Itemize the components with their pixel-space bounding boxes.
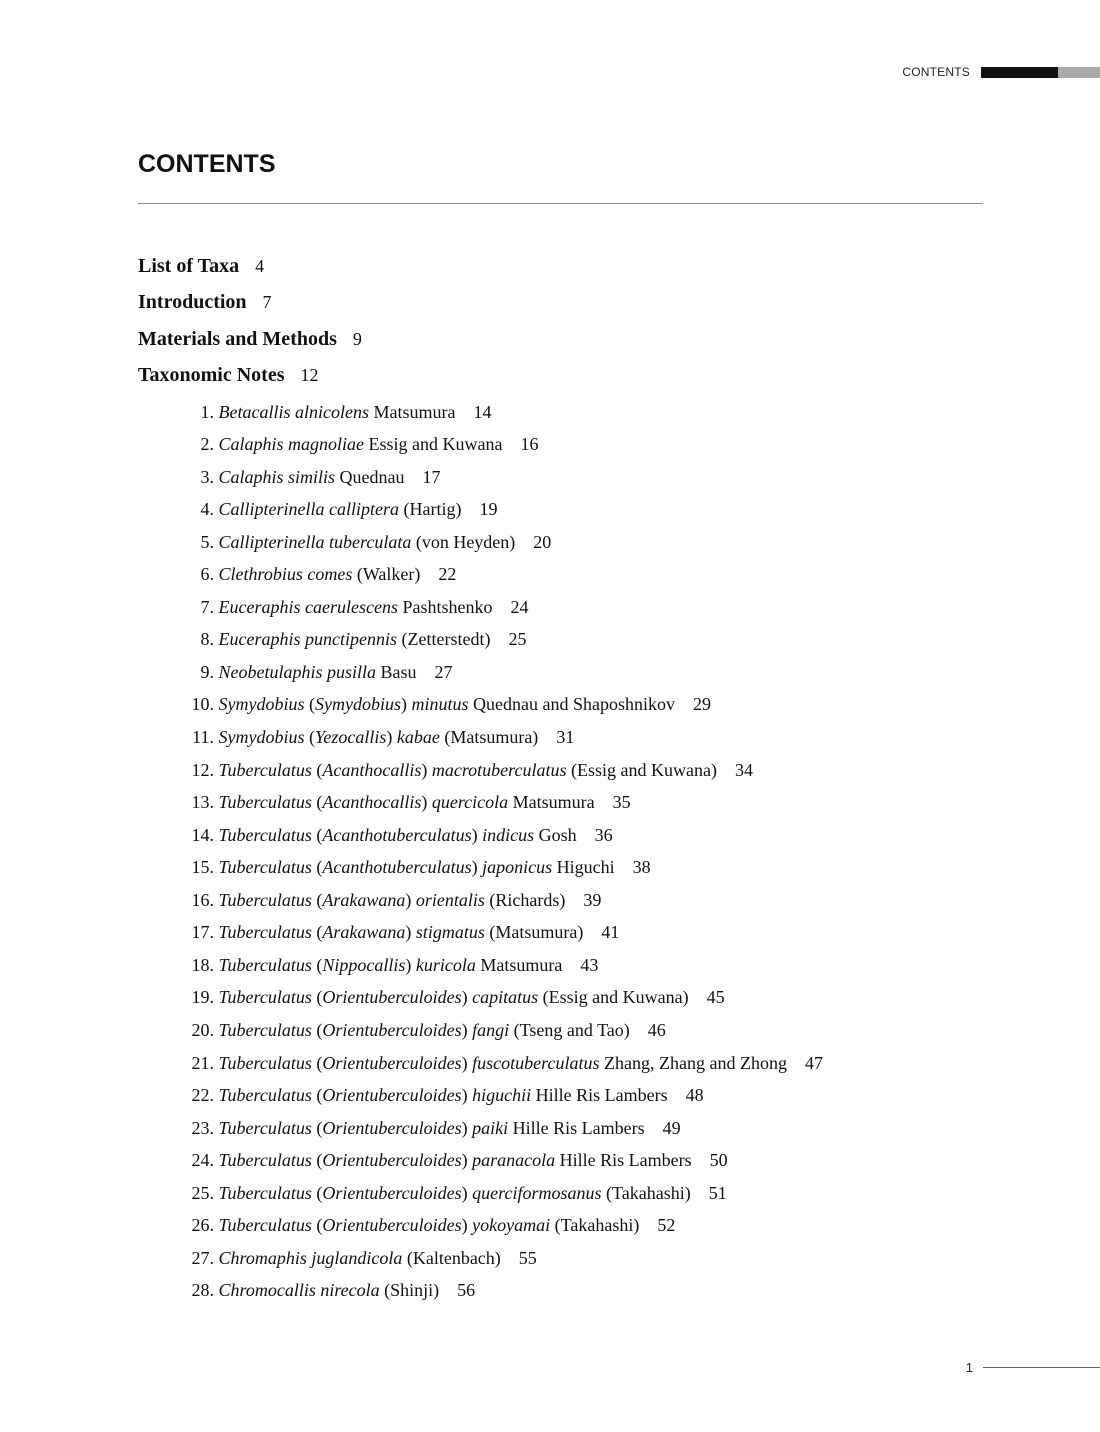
toc-entry-number: 23. <box>191 1117 214 1138</box>
taxon-name-italic: minutus <box>411 694 469 715</box>
taxon-name-italic: Betacallis alnicolens <box>218 401 369 422</box>
taxon-text: Matsumura <box>475 954 563 975</box>
toc-entry[interactable] <box>138 1116 998 1149</box>
taxon-text: ) <box>405 954 416 975</box>
toc-entry-taxon <box>219 1085 668 1105</box>
taxon-name-italic: Orientuberculoides <box>322 1019 462 1040</box>
taxon-name-italic: indicus <box>482 824 535 845</box>
toc-entry-number: 5. <box>200 531 214 552</box>
toc-entry-taxon <box>219 1020 630 1040</box>
taxon-text: ( <box>304 694 315 715</box>
taxon-name-italic: capitatus <box>472 987 539 1008</box>
toc-entry-taxon <box>219 792 595 812</box>
toc-entry[interactable] <box>138 432 998 465</box>
taxon-text: (von Heyden) <box>411 531 516 552</box>
taxon-name-italic: Tuberculatus <box>218 954 312 975</box>
taxon-text: ) <box>461 1182 473 1203</box>
taxon-name-italic: Arakawana <box>322 889 406 910</box>
running-header-label: CONTENTS <box>902 65 970 79</box>
taxon-text: Pashtshenko <box>397 596 493 617</box>
taxon-name-italic: Tuberculatus <box>218 922 312 943</box>
taxon-text: (Takahashi) <box>601 1182 691 1203</box>
toc-entry-page: 52 <box>657 1215 676 1236</box>
toc-entry-page: 17 <box>422 466 441 487</box>
toc-section[interactable] <box>138 253 998 289</box>
title-divider <box>138 203 983 204</box>
taxon-name-italic: kabae <box>396 727 440 748</box>
toc-section-title: List of Taxa <box>138 255 240 277</box>
taxon-text: ( <box>311 1052 323 1073</box>
taxon-text: ) <box>461 1215 473 1236</box>
taxon-text: (Kaltenbach) <box>402 1247 501 1268</box>
toc-entry-number: 7. <box>200 596 214 617</box>
running-header <box>902 65 1100 79</box>
toc-entry-taxon <box>219 1118 645 1138</box>
toc-entry[interactable] <box>138 1148 998 1181</box>
toc-entry[interactable] <box>138 692 998 725</box>
taxon-name-italic: Orientuberculoides <box>322 1215 462 1236</box>
toc-entry-page: 25 <box>508 629 527 650</box>
taxon-text: ( <box>311 1182 323 1203</box>
taxon-name-italic: kuricola <box>415 954 476 975</box>
taxon-text: Hille Ris Lambers <box>531 1085 668 1106</box>
toc-entry-number: 13. <box>191 792 214 813</box>
toc-entry-number: 20. <box>191 1019 214 1040</box>
taxon-text: ( <box>311 1019 323 1040</box>
taxon-name-italic: Euceraphis caerulescens <box>218 596 398 617</box>
toc-entry-taxon <box>219 1053 787 1073</box>
toc-entry-page: 47 <box>804 1052 823 1073</box>
toc-entry[interactable] <box>138 985 998 1018</box>
taxon-name-italic: Tuberculatus <box>218 1052 312 1073</box>
toc-entry[interactable] <box>138 1018 998 1051</box>
toc-entry-taxon <box>219 597 493 617</box>
page-footer <box>966 1360 1100 1375</box>
taxon-name-italic: Tuberculatus <box>218 857 312 878</box>
toc-entry[interactable] <box>138 1246 998 1279</box>
taxon-text: ) <box>471 857 483 878</box>
toc-entry-taxon <box>219 1215 640 1235</box>
toc-entry[interactable] <box>138 758 998 791</box>
taxon-name-italic: Tuberculatus <box>218 759 312 780</box>
table-of-contents <box>138 253 998 1311</box>
taxon-name-italic: Orientuberculoides <box>322 1085 462 1106</box>
toc-entry-number: 17. <box>191 922 214 943</box>
toc-entry-page: 49 <box>662 1117 681 1138</box>
taxon-text: ) <box>405 889 416 910</box>
taxon-name-italic: Tuberculatus <box>218 1150 312 1171</box>
taxon-text: Higuchi <box>552 857 615 878</box>
taxon-text: Basu <box>376 661 417 682</box>
taxon-name-italic: querciformosanus <box>472 1182 602 1203</box>
page-number: 1 <box>965 1360 973 1375</box>
toc-entry-taxon <box>219 857 615 877</box>
page-title: CONTENTS <box>138 150 276 178</box>
taxon-name-italic: Orientuberculoides <box>322 987 462 1008</box>
toc-entry-page: 27 <box>434 661 453 682</box>
toc-entry-page: 36 <box>594 824 613 845</box>
taxon-name-italic: Acanthotuberculatus <box>322 857 472 878</box>
toc-entry-number: 4. <box>200 499 214 520</box>
taxon-name-italic: yokoyamai <box>472 1215 551 1236</box>
toc-entry[interactable] <box>138 400 998 433</box>
running-header-bar-dark <box>981 67 1058 78</box>
taxon-text: ) <box>461 1117 473 1138</box>
taxon-text: ( <box>304 727 315 748</box>
taxon-text: Hille Ris Lambers <box>555 1150 692 1171</box>
toc-entry-number: 1. <box>200 401 214 422</box>
toc-entry[interactable] <box>138 823 998 856</box>
toc-entry-number: 11. <box>192 727 214 748</box>
toc-entry[interactable] <box>138 725 998 758</box>
toc-entry[interactable] <box>138 1278 998 1311</box>
taxon-name-italic: Calaphis magnoliae <box>218 434 365 455</box>
taxon-name-italic: Tuberculatus <box>218 1215 312 1236</box>
taxon-text: ( <box>311 1150 323 1171</box>
taxon-text: ( <box>311 1215 323 1236</box>
taxa-entry-list <box>138 400 998 1311</box>
taxon-name-italic: higuchii <box>472 1085 532 1106</box>
toc-entry-page: 46 <box>647 1019 666 1040</box>
toc-entry-taxon <box>219 825 577 845</box>
toc-entry-page: 29 <box>692 694 711 715</box>
taxon-name-italic: Tuberculatus <box>218 987 312 1008</box>
toc-entry-page: 50 <box>709 1150 728 1171</box>
toc-entry-number: 26. <box>191 1215 214 1236</box>
taxon-name-italic: Nippocallis <box>322 954 406 975</box>
toc-entry-taxon <box>219 922 584 942</box>
taxon-text: (Essig and Kuwana) <box>538 987 689 1008</box>
taxon-text: ) <box>400 694 412 715</box>
toc-section-page: 12 <box>300 365 319 386</box>
taxon-name-italic: Callipterinella calliptera <box>218 499 399 520</box>
taxon-name-italic: Tuberculatus <box>218 1019 312 1040</box>
taxon-name-italic: Tuberculatus <box>218 1085 312 1106</box>
toc-entry-taxon <box>219 467 405 487</box>
toc-entry[interactable] <box>138 530 998 563</box>
toc-entry[interactable] <box>138 1181 998 1214</box>
toc-section-page: 7 <box>262 292 272 313</box>
toc-entry-taxon <box>219 1150 692 1170</box>
toc-entry-page: 45 <box>706 987 725 1008</box>
taxon-name-italic: fuscotuberculatus <box>472 1052 600 1073</box>
toc-entry-taxon <box>219 532 516 552</box>
taxon-name-italic: Symydobius <box>218 694 305 715</box>
taxon-text: ( <box>311 954 323 975</box>
toc-entry-number: 15. <box>191 857 214 878</box>
taxon-name-italic: macrotuberculatus <box>431 759 567 780</box>
toc-entry-page: 24 <box>510 596 529 617</box>
toc-entry-taxon <box>219 402 456 422</box>
taxon-name-italic: Neobetulaphis pusilla <box>218 661 376 682</box>
taxon-text: ) <box>421 759 432 780</box>
taxon-text: (Essig and Kuwana) <box>566 759 717 780</box>
taxon-name-italic: Arakawana <box>322 922 406 943</box>
toc-entry-number: 14. <box>191 824 214 845</box>
toc-entry[interactable] <box>138 627 998 660</box>
toc-entry[interactable] <box>138 562 998 595</box>
taxon-name-italic: Orientuberculoides <box>322 1182 462 1203</box>
taxon-name-italic: quercicola <box>431 792 509 813</box>
taxon-name-italic: orientalis <box>415 889 485 910</box>
taxon-name-italic: Tuberculatus <box>218 824 312 845</box>
taxon-text: Gosh <box>534 824 577 845</box>
toc-entry-number: 21. <box>191 1052 214 1073</box>
taxon-text: (Richards) <box>484 889 566 910</box>
toc-section[interactable] <box>138 326 998 362</box>
toc-entry-page: 55 <box>518 1247 537 1268</box>
taxon-text: ( <box>311 889 323 910</box>
taxon-text: ) <box>461 1019 473 1040</box>
toc-entry-number: 12. <box>191 759 214 780</box>
taxon-text: Zhang, Zhang and Zhong <box>599 1052 787 1073</box>
taxon-text: ) <box>405 922 416 943</box>
toc-entry-taxon <box>219 1280 440 1300</box>
taxon-name-italic: Tuberculatus <box>218 1117 312 1138</box>
toc-entry-number: 2. <box>200 434 214 455</box>
toc-entry-taxon <box>219 499 462 519</box>
taxon-name-italic: Acanthocallis <box>322 792 422 813</box>
toc-entry-page: 48 <box>685 1085 704 1106</box>
taxon-name-italic: Chromaphis juglandicola <box>218 1247 403 1268</box>
taxon-text: (Tseng and Tao) <box>509 1019 630 1040</box>
toc-entry[interactable] <box>138 595 998 628</box>
toc-entry-taxon <box>219 955 563 975</box>
taxon-text: ) <box>461 1052 473 1073</box>
toc-entry-page: 56 <box>457 1280 476 1301</box>
taxon-name-italic: Tuberculatus <box>218 792 312 813</box>
toc-entry-taxon <box>219 727 539 747</box>
toc-entry-page: 51 <box>708 1182 727 1203</box>
toc-entry-page: 34 <box>734 759 753 780</box>
toc-entry-page: 19 <box>479 499 498 520</box>
taxon-text: ) <box>461 1150 473 1171</box>
toc-entry-number: 3. <box>200 466 214 487</box>
toc-entry[interactable] <box>138 497 998 530</box>
toc-entry-page: 16 <box>520 434 539 455</box>
taxon-text: ) <box>471 824 483 845</box>
toc-section-title: Materials and Methods <box>138 327 337 350</box>
taxon-name-italic: Tuberculatus <box>218 1182 312 1203</box>
toc-entry[interactable] <box>138 953 998 986</box>
taxon-name-italic: Calaphis similis <box>218 466 336 487</box>
taxon-text: ( <box>311 1085 323 1106</box>
toc-entry-page: 35 <box>612 792 631 813</box>
taxon-name-italic: Callipterinella tuberculata <box>218 531 412 552</box>
toc-entry-taxon <box>219 760 717 780</box>
toc-entry-page: 38 <box>632 857 651 878</box>
toc-section[interactable] <box>138 362 998 398</box>
toc-section-title: Introduction <box>138 291 247 314</box>
toc-entry-taxon <box>219 890 566 910</box>
toc-entry[interactable] <box>138 790 998 823</box>
taxon-name-italic: Clethrobius comes <box>218 564 353 585</box>
toc-entry-taxon <box>219 694 675 714</box>
toc-entry-taxon <box>219 434 503 454</box>
footer-rule <box>983 1367 1100 1368</box>
taxon-name-italic: Symydobius <box>218 727 305 748</box>
taxon-text: (Matsumura) <box>439 727 539 748</box>
toc-entry[interactable] <box>138 1213 998 1246</box>
toc-entry[interactable] <box>138 465 998 498</box>
taxon-text: (Zetterstedt) <box>396 629 491 650</box>
toc-entry-page: 31 <box>556 727 575 748</box>
toc-entry-number: 19. <box>191 987 214 1008</box>
toc-entry-number: 9. <box>200 661 214 682</box>
toc-entry-number: 16. <box>191 889 214 910</box>
taxon-text: (Walker) <box>352 564 421 585</box>
toc-entry-taxon <box>219 987 689 1007</box>
toc-entry-page: 41 <box>601 922 620 943</box>
toc-entry-page: 20 <box>533 531 552 552</box>
taxon-name-italic: Acanthocallis <box>322 759 422 780</box>
taxon-name-italic: Chromocallis nirecola <box>218 1280 380 1301</box>
taxon-text: ( <box>311 759 323 780</box>
taxon-text: (Matsumura) <box>484 922 584 943</box>
toc-entry[interactable] <box>138 920 998 953</box>
taxon-name-italic: stigmatus <box>415 922 485 943</box>
toc-entry-page: 22 <box>438 564 457 585</box>
toc-entry-taxon <box>219 1183 691 1203</box>
toc-entry-page: 39 <box>583 889 602 910</box>
taxon-text: ( <box>311 824 323 845</box>
taxon-name-italic: Tuberculatus <box>218 889 312 910</box>
toc-section[interactable] <box>138 289 998 325</box>
taxon-name-italic: paiki <box>472 1117 509 1138</box>
taxon-text: Quednau <box>335 466 405 487</box>
taxon-text: Hille Ris Lambers <box>508 1117 645 1138</box>
running-header-bar-light <box>1058 67 1100 78</box>
toc-entry[interactable] <box>138 660 998 693</box>
toc-entry[interactable] <box>138 888 998 921</box>
taxon-text: ) <box>421 792 432 813</box>
toc-entry-taxon <box>219 1248 501 1268</box>
toc-section-page: 9 <box>352 328 362 349</box>
taxon-text: ) <box>461 987 473 1008</box>
taxon-text: Essig and Kuwana <box>364 434 503 455</box>
taxon-text: (Takahashi) <box>550 1215 640 1236</box>
taxon-name-italic: paranacola <box>472 1150 556 1171</box>
taxon-text: ( <box>311 987 323 1008</box>
taxon-text: ( <box>311 792 323 813</box>
taxon-text: Quednau and Shaposhnikov <box>468 694 675 715</box>
toc-section-page: 4 <box>255 256 265 276</box>
toc-entry-taxon <box>219 662 417 682</box>
toc-entry-number: 25. <box>191 1182 214 1203</box>
toc-entry-number: 10. <box>191 694 214 715</box>
taxon-text: ( <box>311 922 323 943</box>
taxon-name-italic: Orientuberculoides <box>322 1150 462 1171</box>
taxon-text: ) <box>386 727 397 748</box>
taxon-name-italic: Euceraphis punctipennis <box>218 629 397 650</box>
toc-entry-number: 22. <box>191 1085 214 1106</box>
toc-entry-page: 43 <box>580 954 599 975</box>
taxon-text: Matsumura <box>368 401 456 422</box>
toc-entry[interactable] <box>138 1051 998 1084</box>
toc-entry-taxon <box>219 629 491 649</box>
taxon-name-italic: fangi <box>472 1019 510 1040</box>
taxon-name-italic: Orientuberculoides <box>322 1052 462 1073</box>
taxon-text: ) <box>461 1085 473 1106</box>
toc-entry-page: 14 <box>473 401 492 422</box>
toc-entry-number: 27. <box>191 1247 214 1268</box>
toc-entry-taxon <box>219 564 421 584</box>
taxon-text: (Shinji) <box>379 1280 440 1301</box>
toc-entry-number: 18. <box>191 954 214 975</box>
taxon-name-italic: Symydobius <box>314 694 401 715</box>
taxon-text: Matsumura <box>508 792 595 813</box>
toc-entry-number: 8. <box>200 629 214 650</box>
taxon-name-italic: Acanthotuberculatus <box>322 824 472 845</box>
toc-entry[interactable] <box>138 1083 998 1116</box>
toc-entry-number: 28. <box>191 1280 214 1301</box>
toc-entry-number: 24. <box>191 1150 214 1171</box>
toc-entry-number: 6. <box>200 564 214 585</box>
taxon-name-italic: Yezocallis <box>314 727 387 748</box>
taxon-text: ( <box>311 857 323 878</box>
taxon-name-italic: japonicus <box>482 857 553 878</box>
toc-section-title: Taxonomic Notes <box>138 364 285 387</box>
taxon-text: ( <box>311 1117 323 1138</box>
toc-entry[interactable] <box>138 855 998 888</box>
taxon-name-italic: Orientuberculoides <box>322 1117 462 1138</box>
taxon-text: (Hartig) <box>398 499 462 520</box>
